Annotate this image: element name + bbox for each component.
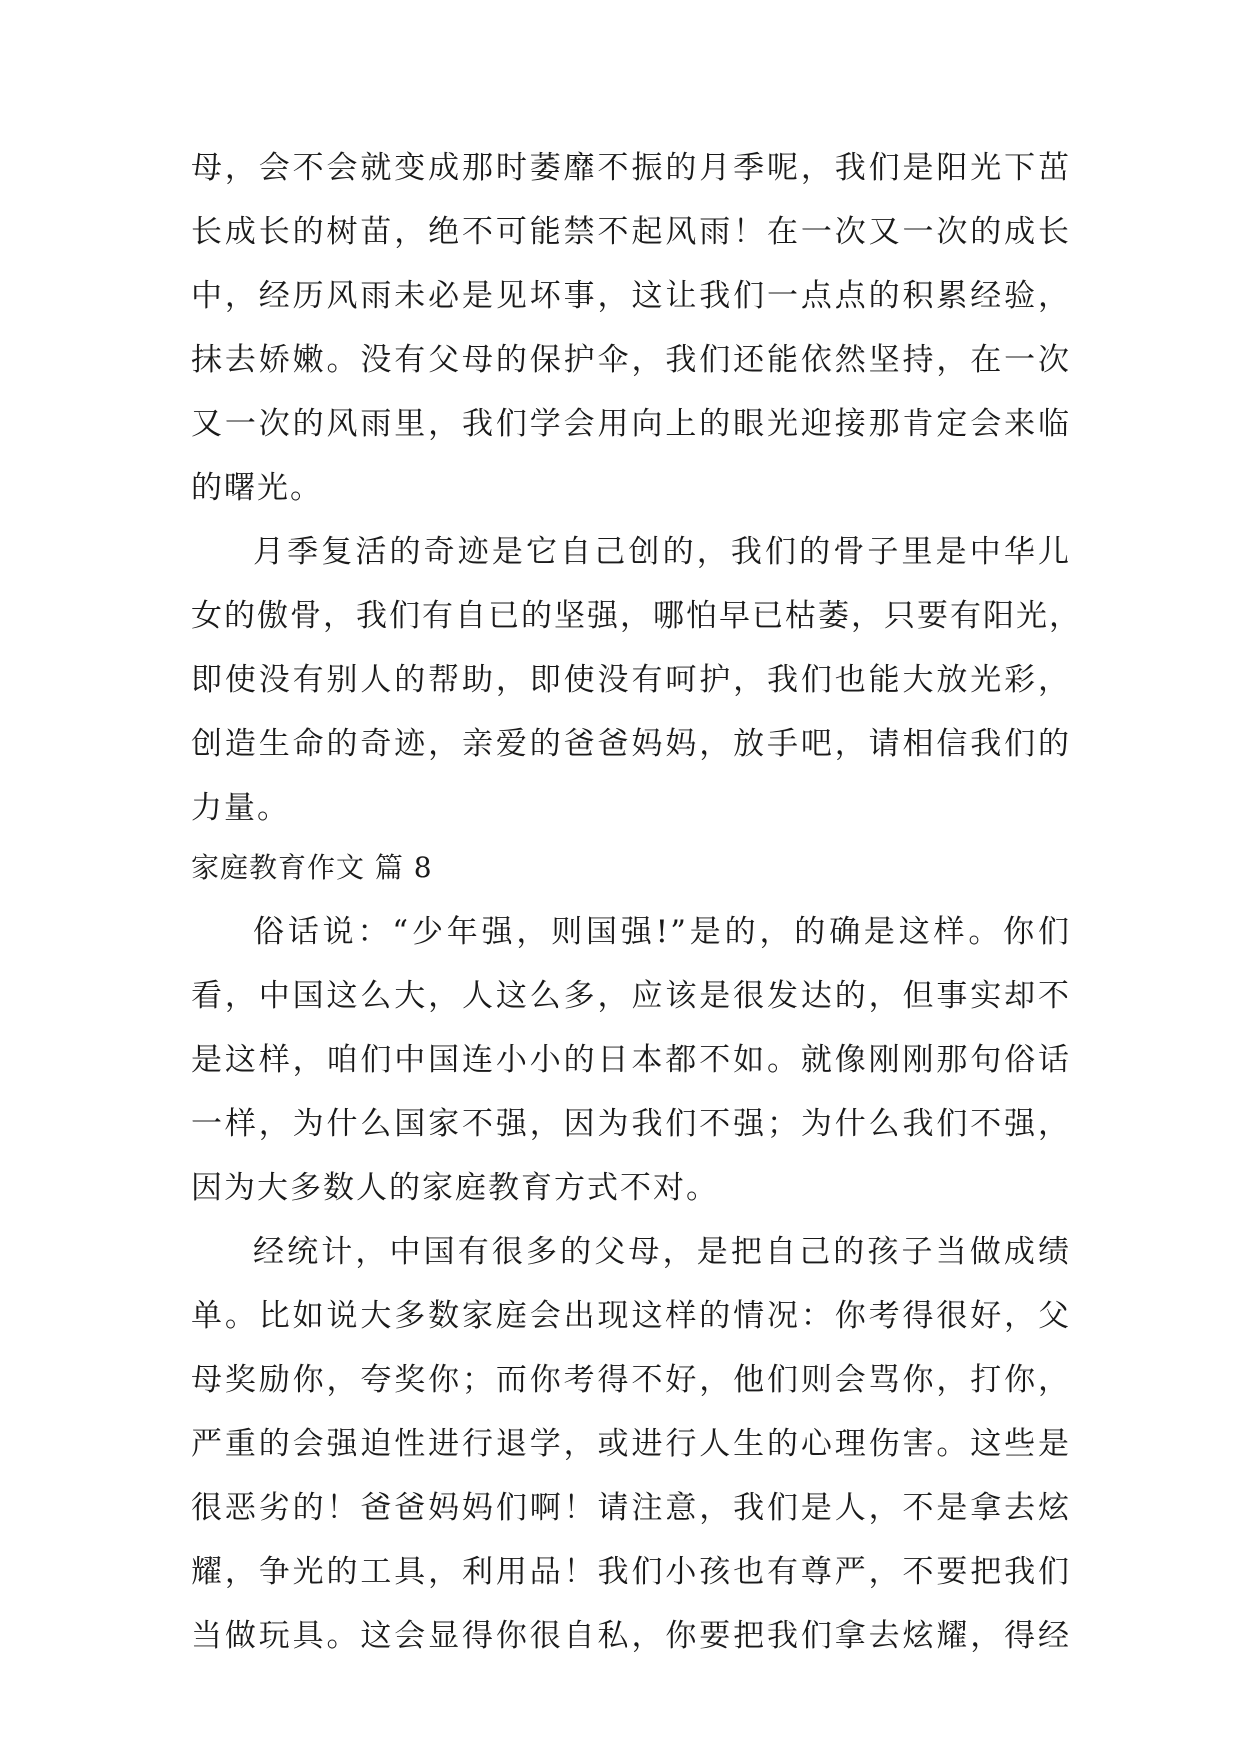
body-text-line: 严重的会强迫性进行退学，或进行人生的心理伤害。这些是 xyxy=(191,1426,1071,1462)
body-text-line: 俗话说：“少年强，则国强!”是的，的确是这样。你们 xyxy=(253,914,1071,950)
body-text-line: 长成长的树苗，绝不可能禁不起风雨！在一次又一次的成长 xyxy=(191,214,1071,250)
body-text-line: 经统计，中国有很多的父母，是把自己的孩子当做成绩 xyxy=(253,1234,1071,1270)
body-text-line: 母，会不会就变成那时萎靡不振的月季呢，我们是阳光下茁 xyxy=(191,150,1071,186)
body-text-line: 耀，争光的工具，利用品！我们小孩也有尊严，不要把我们 xyxy=(191,1554,1071,1590)
body-text-line: 是这样，咱们中国连小小的日本都不如。就像刚刚那句俗话 xyxy=(191,1042,1071,1078)
body-text-line: 力量。 xyxy=(191,790,290,826)
body-text-line: 创造生命的奇迹，亲爱的爸爸妈妈，放手吧，请相信我们的 xyxy=(191,726,1071,762)
body-text-line: 女的傲骨，我们有自已的坚强，哪怕早已枯萎，只要有阳光， xyxy=(191,598,1082,634)
body-text-line: 的曙光。 xyxy=(191,470,323,506)
body-text-line: 母奖励你，夸奖你；而你考得不好，他们则会骂你，打你， xyxy=(191,1362,1071,1398)
body-text-line: 当做玩具。这会显得你很自私，你要把我们拿去炫耀，得经 xyxy=(191,1618,1071,1654)
body-text-line: 月季复活的奇迹是它自己创的，我们的骨子里是中华儿 xyxy=(253,534,1071,570)
body-text-line: 又一次的风雨里，我们学会用向上的眼光迎接那肯定会来临 xyxy=(191,406,1071,442)
section-heading: 家庭教育作文 篇 8 xyxy=(191,851,433,884)
body-text-line: 看，中国这么大，人这么多，应该是很发达的，但事实却不 xyxy=(191,978,1071,1014)
body-text-line: 很恶劣的！爸爸妈妈们啊！请注意，我们是人，不是拿去炫 xyxy=(191,1490,1071,1526)
body-text-line: 因为大多数人的家庭教育方式不对。 xyxy=(191,1170,719,1206)
body-text-line: 中，经历风雨未必是见坏事，这让我们一点点的积累经验， xyxy=(191,278,1071,314)
body-text-line: 即使没有别人的帮助，即使没有呵护，我们也能大放光彩， xyxy=(191,662,1071,698)
body-text-line: 单。比如说大多数家庭会出现这样的情况：你考得很好，父 xyxy=(191,1298,1071,1334)
body-text-line: 抹去娇嫩。没有父母的保护伞，我们还能依然坚持，在一次 xyxy=(191,342,1071,378)
body-text-line: 一样，为什么国家不强，因为我们不强；为什么我们不强， xyxy=(191,1106,1071,1142)
